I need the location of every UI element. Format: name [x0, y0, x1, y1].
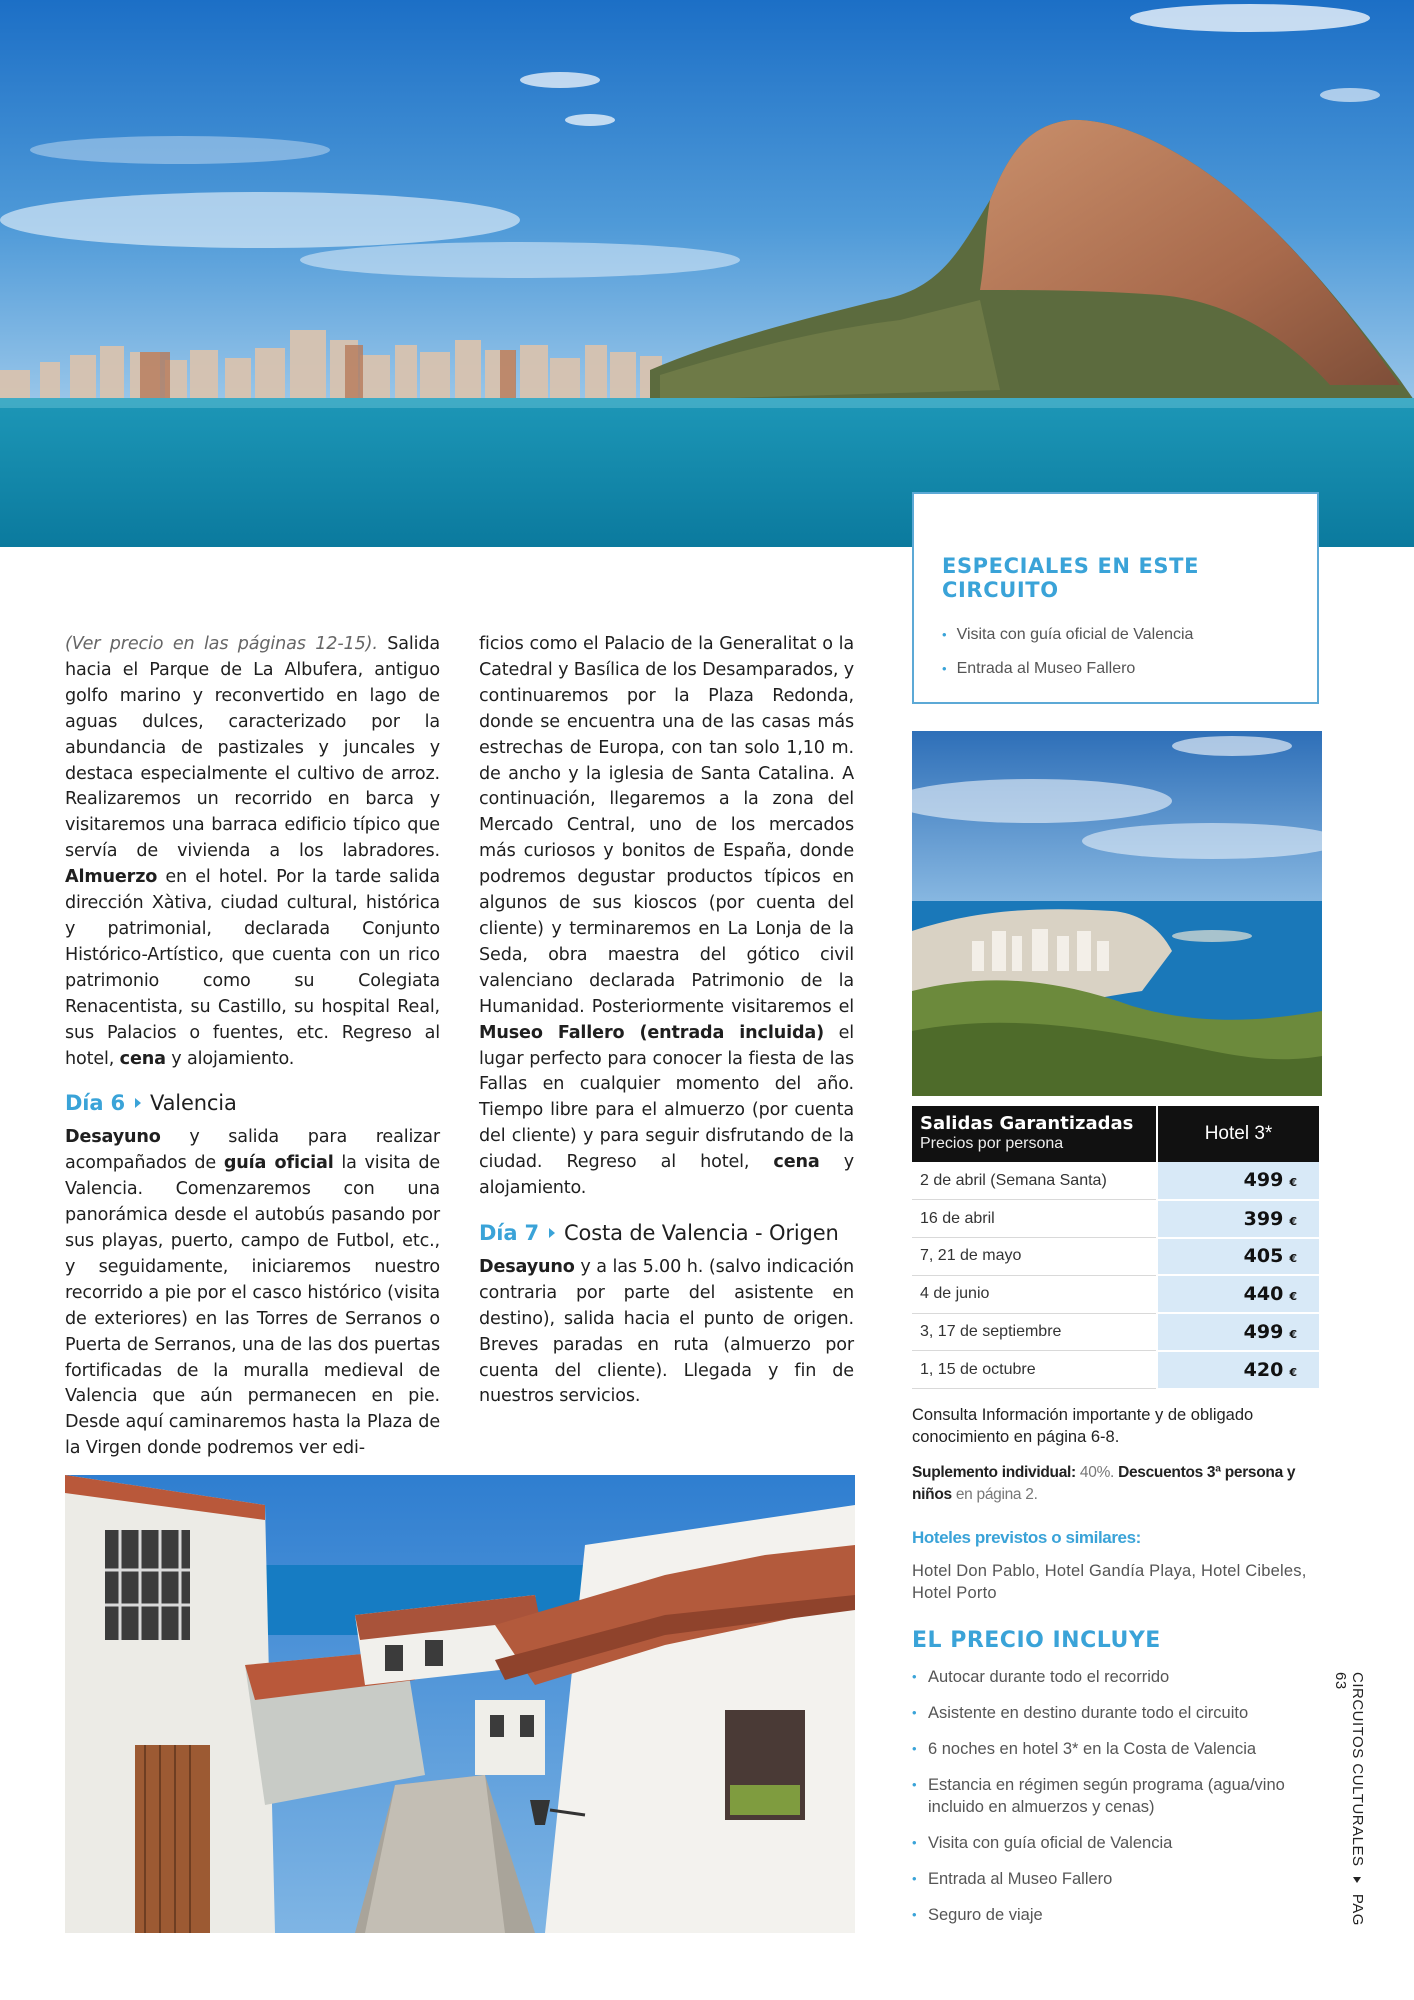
row-date: 7, 21 de mayo [912, 1238, 1157, 1276]
price-table-header [912, 1106, 1319, 1162]
itinerary-column-2 [479, 632, 854, 1410]
itinerary-column-1 [65, 632, 440, 1462]
list-item: • Autocar durante todo el recorrido [912, 1666, 1322, 1688]
table-row [912, 1238, 1319, 1276]
day6-place: Valencia [149, 1091, 237, 1116]
row-date: 2 de abril (Semana Santa) [912, 1162, 1157, 1200]
row-date: 16 de abril [912, 1200, 1157, 1238]
row-price: 440 € [1157, 1275, 1319, 1313]
header-departures [912, 1106, 1157, 1162]
euro-sign: € [1289, 1176, 1297, 1190]
day5-paragraph: (Ver precio en las páginas 12-15). Salida hacia el Parque de La Albufera, antiguo golfo marino y reconvertido en lago de aguas dulces, caracterizado por la abundancia de pastizales y juncales y destaca especialmente el cultivo de arroz. Realizaremos un recorrido en barca y visitaremos una barraca edificio típico que servía de vivienda a los labradores. Almuerzo en el hotel. Por la tarde salida dirección Xàtiva, ciudad cultural, histórica y patrimonial, declarada Conjunto Histórico-Artístico, que cuenta con un rico patrimonio como su Colegiata Renacentista, su Castillo, su hospital Real, sus Palacios o fuentes, etc. Regreso al hotel, cena y alojamiento. [65, 634, 441, 1069]
hotels-title: Hoteles previstos o similares: [912, 1528, 1141, 1547]
euro-sign: € [1289, 1290, 1297, 1304]
row-date: 3, 17 de septiembre [912, 1313, 1157, 1351]
includes-title: EL PRECIO INCLUYE [912, 1628, 1161, 1653]
day6-number: Día 6 [65, 1091, 125, 1116]
day7-number: Día 7 [479, 1220, 539, 1245]
includes-list [912, 1666, 1322, 1940]
chevron-right-icon [549, 1228, 555, 1238]
euro-sign: € [1289, 1214, 1297, 1228]
special-features-box [912, 492, 1319, 704]
table-row [912, 1313, 1319, 1351]
day6-paragraph: Desayuno y salida para realizar acompañados de guía oficial la visita de Valencia. Comenzaremos con una panorámica desde el autobús pasando por sus playas, puerto, campo de Futbol, etc., y seguidamente, iniciaremos nuestro recorrido a pie por el casco histórico (visita de exteriores) en las Torres de Serranos o Puerta de Serranos, una de las dos puertas fortificadas de la muralla medieval de Valencia que aún permanecen en pie. Desde aquí caminaremos hasta la Plaza de la Virgen donde podremos ver edi- [65, 1127, 441, 1459]
row-date: 4 de junio [912, 1275, 1157, 1313]
row-price: 420 € [1157, 1351, 1319, 1389]
page-number: PAG 63 [1332, 1672, 1366, 1926]
list-item: • Visita con guía oficial de Valencia [912, 1832, 1322, 1854]
chevron-right-icon [135, 1098, 141, 1108]
bold-almuerzo: Almuerzo [65, 867, 158, 888]
row-price: 499 € [1157, 1313, 1319, 1351]
table-row [912, 1162, 1319, 1200]
table-row [912, 1275, 1319, 1313]
header-title: Salidas Garantizadas [920, 1113, 1134, 1134]
special-feature-item: • Entrada al Museo Fallero [942, 652, 1289, 686]
day6-continued-paragraph: ficios como el Palacio de la Generalitat o la Catedral y Basílica de los Desamparados, y continuaremos por la Plaza Redonda, donde se encuentra una de las casas más estrechas de Europa, con tan solo 1,10 m. de ancho y la iglesia de Santa Catalina. A continuación, llegaremos a la zona del Mercado Central, uno de los mercados más curiosos y bonitos de España, donde podremos degustar productos típicos en algunos de sus kioscos (por cuenta del cliente) y terminaremos en La Lonja de la Seda, obra maestra del gótico civil valenciano declarada Patrimonio de la Humanidad. Posteriormente visitaremos el Museo Fallero (entrada incluida) el lugar perfecto para conocer la fiesta de las Fallas en cualquier momento del año. Tiempo libre para el almuerzo (por cuenta del cliente) y para seguir disfrutando de la ciudad. Regreso al hotel, cena y alojamiento. [479, 634, 854, 1199]
hotels-list: Hotel Don Pablo, Hotel Gandía Playa, Hotel Cibeles, Hotel Porto [912, 1562, 1307, 1602]
euro-sign: € [1289, 1328, 1297, 1342]
special-features-title: ESPECIALES EN ESTE CIRCUITO [942, 554, 1200, 602]
header-subtitle: Precios por persona [920, 1135, 1064, 1152]
triangle-icon [1353, 1877, 1361, 1883]
info-suplemento: Suplemento individual: 40%. Descuentos 3ª persona y niños en página 2. [912, 1464, 1296, 1503]
table-row [912, 1200, 1319, 1238]
list-item: • Entrada al Museo Fallero [912, 1868, 1322, 1890]
bold-desayuno: Desayuno [479, 1256, 575, 1277]
day7-place: Costa de Valencia - Origen [563, 1220, 839, 1245]
bottom-photo-white-village [65, 1475, 855, 1933]
section-footer [1332, 1672, 1366, 1932]
bold-museo-fallero: Museo Fallero (entrada incluida) [479, 1022, 825, 1043]
bold-guia-oficial: guía oficial [223, 1153, 334, 1174]
day7-heading [479, 1219, 854, 1247]
list-item: • Asistente en destino durante todo el circuito [912, 1702, 1322, 1724]
info-consulta: Consulta Información importante y de obligado conocimiento en página 6-8. [912, 1406, 1254, 1446]
bold-cena: cena [119, 1048, 166, 1069]
row-price: 399 € [1157, 1200, 1319, 1238]
row-price: 499 € [1157, 1162, 1319, 1200]
list-item: • Estancia en régimen según programa (agua/vino incluido en almuerzos y cenas) [912, 1774, 1322, 1818]
euro-sign: € [1289, 1365, 1297, 1379]
day7-paragraph: Desayuno y a las 5.00 h. (salvo indicación contraria por parte del asistente en destino), salida hacia el punto de origen. Breves paradas en ruta (almuerzo por cuenta del cliente). Llegada y fin de nuestros servicios. [479, 1256, 854, 1407]
day6-heading [65, 1089, 440, 1117]
list-item: • 6 noches en hotel 3* en la Costa de Valencia [912, 1738, 1322, 1760]
table-row [912, 1351, 1319, 1389]
row-date: 1, 15 de octubre [912, 1351, 1157, 1389]
side-photo-coast [912, 731, 1322, 1096]
list-item: • Seguro de viaje [912, 1904, 1322, 1926]
side-photo-illustration [912, 731, 1322, 1096]
special-feature-item: • Visita con guía oficial de Valencia [942, 618, 1289, 652]
euro-sign: € [1289, 1252, 1297, 1266]
price-table [912, 1106, 1319, 1390]
bold-cena: cena [773, 1152, 820, 1173]
section-name: CIRCUITOS CULTURALES [1349, 1672, 1366, 1867]
row-price: 405 € [1157, 1238, 1319, 1276]
price-reference-note: (Ver precio en las páginas 12-15). [65, 634, 378, 654]
special-features-list [942, 618, 1289, 686]
bottom-photo-illustration [65, 1475, 855, 1933]
hero-photo-penon-de-ifach [0, 0, 1414, 547]
hero-photo-illustration [0, 0, 1414, 547]
bold-desayuno: Desayuno [65, 1127, 161, 1148]
header-hotel: Hotel 3* [1157, 1106, 1319, 1162]
